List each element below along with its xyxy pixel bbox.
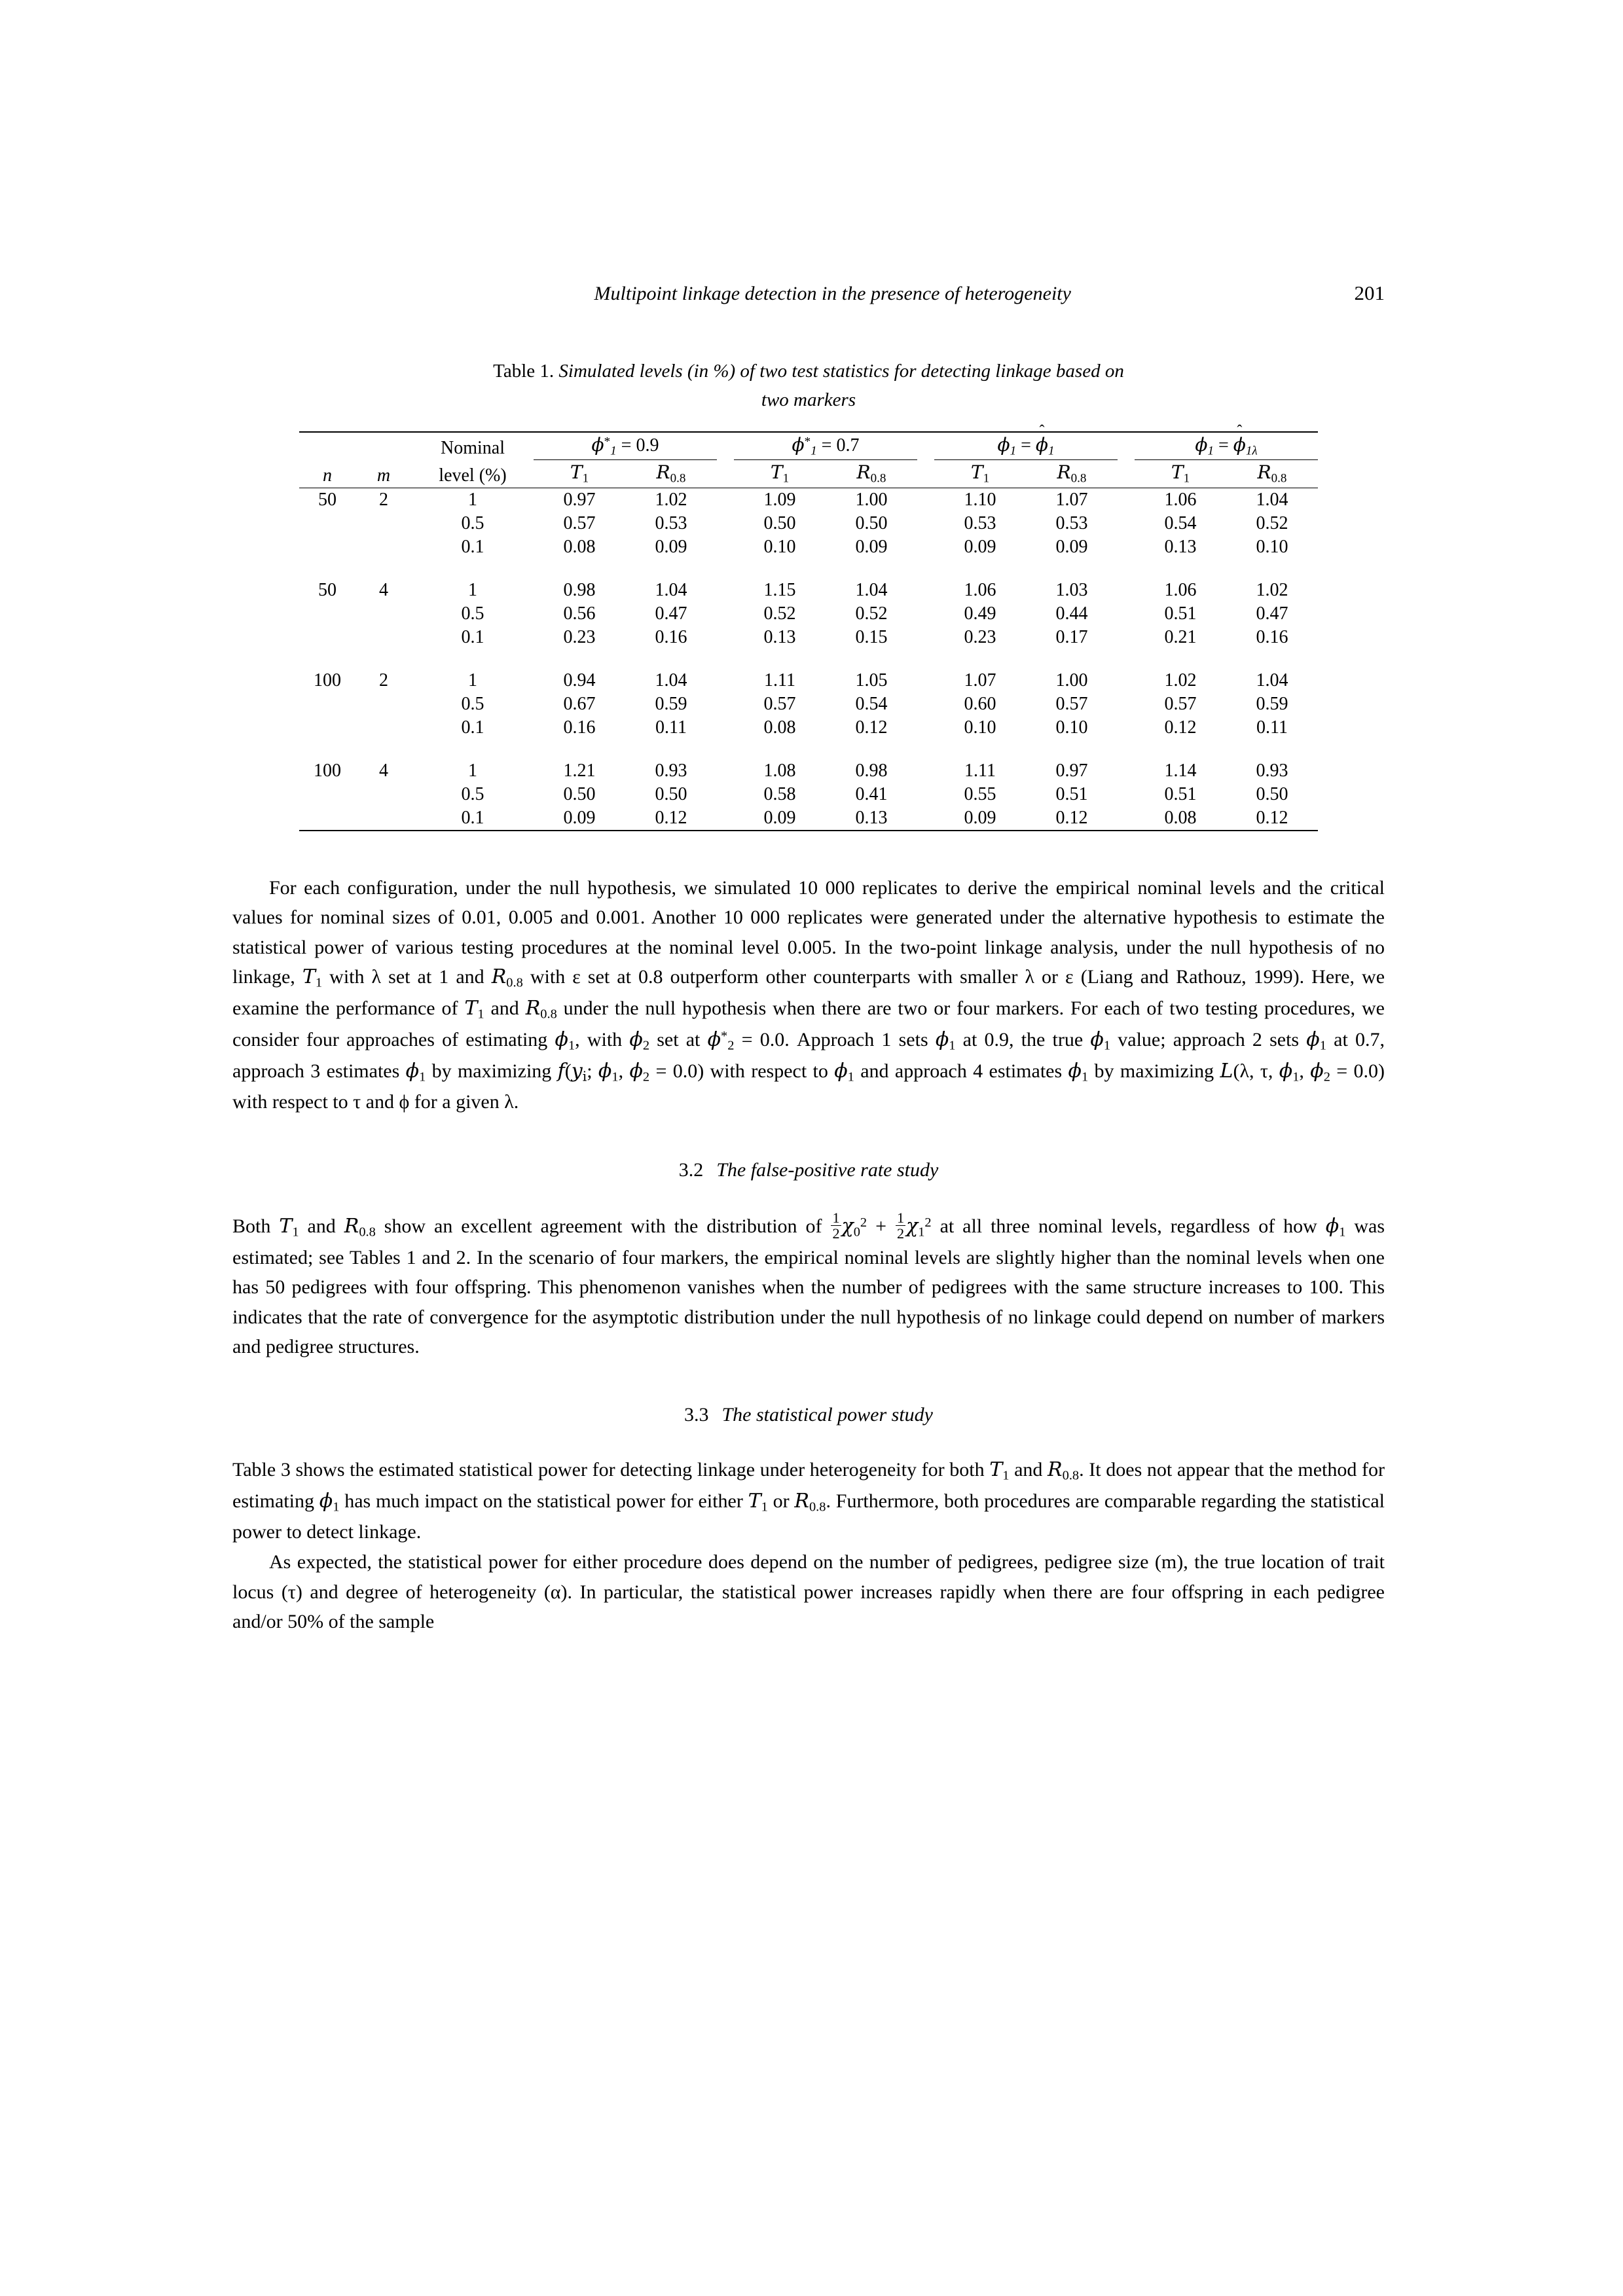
cell-value: 0.58 bbox=[763, 783, 796, 804]
cell-value: 0.21 bbox=[1164, 626, 1197, 647]
cell-n bbox=[299, 602, 356, 626]
simulated-levels-table bbox=[299, 431, 1318, 831]
page-content bbox=[232, 281, 1385, 1637]
cell-value: 0.98 bbox=[563, 579, 596, 600]
text-run: by maximizing bbox=[426, 1060, 558, 1082]
cell-value: 0.09 bbox=[964, 536, 996, 557]
col-header-level: level (%) bbox=[412, 460, 534, 488]
cell-n bbox=[299, 512, 356, 535]
fraction-one-half: $\frac{1}{2}$ bbox=[896, 1209, 905, 1242]
text-run: with ε set at 0.8 outperform other counterparts with smaller λ or ε (Liang and Rathouz, 1999). Here, we examine the performance of bbox=[232, 966, 1385, 1020]
text-run: under the null hypothesis when there are two or four markers. For each of two testing procedures, we consider four approaches of estimating bbox=[232, 997, 1385, 1050]
col-spacer bbox=[1118, 783, 1135, 806]
empty-cell bbox=[356, 432, 412, 460]
col-spacer bbox=[917, 602, 934, 626]
col-spacer bbox=[1118, 579, 1135, 602]
text-run: . Furthermore, both procedures are comparable regarding the statistical power to detect linkage. bbox=[232, 1490, 1385, 1543]
empty-cell bbox=[299, 432, 356, 460]
spacer bbox=[232, 1362, 1385, 1404]
cell-level: 0.1 bbox=[461, 626, 484, 647]
col-header-n: n bbox=[299, 460, 356, 488]
col-spacer bbox=[717, 783, 734, 806]
cell-value: 1.03 bbox=[1055, 579, 1088, 600]
col-spacer bbox=[1118, 512, 1135, 535]
cell-value: 0.15 bbox=[855, 626, 888, 647]
cell-value: 0.57 bbox=[1055, 693, 1088, 714]
cell-value: 0.10 bbox=[1055, 717, 1088, 738]
cell-level: 0.5 bbox=[461, 783, 484, 804]
cell-value: 0.52 bbox=[763, 603, 796, 624]
cell-value: 1.04 bbox=[855, 579, 888, 600]
cell-value: 1.02 bbox=[655, 489, 687, 510]
cell-value: 0.98 bbox=[855, 760, 888, 781]
group-header-3: $\phi_1$ = $\phi_1$ bbox=[934, 432, 1118, 460]
cell-value: 0.16 bbox=[563, 717, 596, 738]
text-run: with respect to bbox=[704, 1060, 835, 1082]
empty-cell bbox=[299, 559, 1318, 579]
cell-value: 0.56 bbox=[563, 603, 596, 624]
text-run: has much impact on the statistical power for either bbox=[339, 1490, 748, 1512]
col-spacer bbox=[917, 488, 934, 512]
col-spacer bbox=[917, 535, 934, 559]
col-spacer bbox=[917, 579, 934, 602]
group-header-4: $\phi_1$ = $\phi_{1\lambda}$ bbox=[1135, 432, 1318, 460]
stub-header-nominal: Nominal bbox=[412, 432, 534, 460]
cell-value: 0.12 bbox=[855, 717, 888, 738]
cell-level: 0.5 bbox=[461, 603, 484, 624]
col-spacer bbox=[717, 535, 734, 559]
text-run: Both bbox=[232, 1215, 280, 1237]
cell-value: 0.52 bbox=[1256, 512, 1288, 533]
cell-value: 0.23 bbox=[563, 626, 596, 647]
col-spacer bbox=[917, 716, 934, 740]
text-run: , with bbox=[575, 1028, 630, 1050]
col-spacer bbox=[1118, 535, 1135, 559]
text-run: and approach 4 estimates bbox=[854, 1060, 1068, 1082]
col-spacer bbox=[717, 579, 734, 602]
text-run: with respect to τ and ϕ for a given λ. bbox=[232, 1091, 519, 1113]
text-run: = 0.0. Approach 1 sets bbox=[734, 1028, 936, 1050]
cell-value: 0.50 bbox=[563, 783, 596, 804]
table-row bbox=[299, 512, 1318, 535]
cell-n bbox=[299, 626, 356, 649]
cell-value: 1.00 bbox=[1055, 670, 1088, 691]
col-spacer bbox=[1118, 626, 1135, 649]
text-run: at 0.9, the true bbox=[955, 1028, 1091, 1050]
table-caption-line1: Simulated levels (in %) of two test statistics for detecting linkage based on bbox=[558, 361, 1124, 382]
table-caption bbox=[354, 357, 1264, 414]
cell-value: 1.10 bbox=[964, 489, 996, 510]
col-header-r08-g2: $R_{0.8}$ bbox=[826, 460, 917, 488]
cell-value: 0.16 bbox=[655, 626, 687, 647]
cell-value: 0.53 bbox=[655, 512, 687, 533]
col-spacer bbox=[917, 432, 934, 460]
text-run: and bbox=[484, 997, 526, 1020]
cell-value: 1.15 bbox=[763, 579, 796, 600]
table-group-gap bbox=[299, 559, 1318, 579]
spacer bbox=[232, 1117, 1385, 1159]
cell-value: 0.93 bbox=[1256, 760, 1288, 781]
cell-value: 0.13 bbox=[1164, 536, 1197, 557]
cell-value: 0.47 bbox=[1256, 603, 1288, 624]
paragraph-power-dependence bbox=[232, 1547, 1385, 1637]
text-run: and bbox=[1009, 1459, 1048, 1480]
text-run: and bbox=[299, 1215, 344, 1237]
col-header-r08-g4: $R_{0.8}$ bbox=[1226, 460, 1318, 488]
cell-value: 0.54 bbox=[855, 693, 888, 714]
cell-n bbox=[299, 535, 356, 559]
cell-n bbox=[299, 806, 356, 831]
col-header-r08-g1: $R_{0.8}$ bbox=[625, 460, 717, 488]
cell-m bbox=[356, 535, 412, 559]
col-spacer bbox=[717, 488, 734, 512]
col-spacer bbox=[1118, 759, 1135, 783]
cell-value: 1.07 bbox=[964, 670, 996, 691]
section-heading-3-3 bbox=[232, 1404, 1385, 1426]
text-run: show an excellent agreement with the distribution of bbox=[375, 1215, 831, 1237]
text-run: at 0.7, approach 3 estimates bbox=[232, 1028, 1385, 1082]
table-column-header-row bbox=[299, 460, 1318, 488]
col-spacer bbox=[717, 716, 734, 740]
cell-value: 0.09 bbox=[855, 536, 888, 557]
col-spacer bbox=[717, 759, 734, 783]
spacer bbox=[232, 831, 1385, 873]
cell-value: 1.07 bbox=[1055, 489, 1088, 510]
cell-level: 0.5 bbox=[461, 512, 484, 533]
col-spacer bbox=[717, 692, 734, 716]
col-spacer bbox=[1118, 460, 1135, 488]
cell-level: 1 bbox=[468, 670, 477, 691]
cell-value: 0.12 bbox=[1226, 806, 1318, 831]
table-row bbox=[299, 602, 1318, 626]
table-group-gap bbox=[299, 740, 1318, 759]
cell-value: 0.51 bbox=[1055, 783, 1088, 804]
cell-value: 1.02 bbox=[1164, 670, 1197, 691]
text-run: As expected, the statistical power for either procedure does depend on the number of pedigrees, pedigree size (m), the true location of trait locus (τ) and degree of heterogeneity (α). In particular, the statistical power increases rapidly when there are four offspring in each pedigree and/or 50% of the sample bbox=[232, 1551, 1385, 1633]
cell-n: 50 bbox=[318, 489, 337, 510]
col-spacer bbox=[917, 626, 934, 649]
cell-value: 0.51 bbox=[1164, 783, 1197, 804]
cell-value: 0.23 bbox=[964, 626, 996, 647]
paragraph-false-positive: Both $T_1$ and $R_{0.8}$ show an excellent agreement with the distribution of $\frac{1}{2}$ $\chi_0^2$ + $\frac{1}{2}$ $\chi_1^2$ at all three nominal levels, regardless of how $\phi_1$ was estimated; see Tables 1 and 2. In the scenario of four markers, the empirical nominal levels are slightly higher than the nominal levels when one has 50 pedigrees with four offspring. This phenomenon vanishes when the number of pedigrees with the same structure increases to 100. This indicates that the rate of convergence for the asymptotic distribution under the null hypothesis of no linkage could depend on number of markers and pedigree structures. bbox=[232, 1209, 1385, 1358]
group-header-2: $\phi^*_1 = 0.7$ bbox=[734, 432, 917, 460]
cell-m: 2 bbox=[379, 489, 388, 510]
cell-value: 0.53 bbox=[1055, 512, 1088, 533]
col-spacer bbox=[1118, 488, 1135, 512]
text-run: or bbox=[767, 1490, 795, 1512]
table-row bbox=[299, 716, 1318, 740]
cell-n: 50 bbox=[318, 579, 337, 600]
cell-n: 100 bbox=[314, 670, 341, 691]
col-spacer bbox=[717, 512, 734, 535]
cell-n bbox=[299, 783, 356, 806]
cell-value: 0.10 bbox=[964, 717, 996, 738]
cell-value: 0.12 bbox=[1164, 717, 1197, 738]
cell-value: 0.13 bbox=[763, 626, 796, 647]
cell-m: 4 bbox=[379, 760, 388, 781]
text-run: For each configuration, under the null hypothesis, we simulated 10 000 replicates to derive the empirical nominal levels and the critical values for nominal sizes of 0.01, 0.005 and 0.001. Another 10 000 replicates were generated under the alternative hypothesis to estimate the statistical power of various testing procedures at the nominal level 0.005. In the two-point linkage analysis, under the null hypothesis of no linkage, bbox=[232, 876, 1385, 988]
cell-value: 1.11 bbox=[964, 760, 996, 781]
col-spacer bbox=[1118, 692, 1135, 716]
empty-cell bbox=[299, 649, 1318, 669]
cell-value: 0.41 bbox=[855, 783, 888, 804]
cell-value: 1.06 bbox=[964, 579, 996, 600]
table-data-rows bbox=[299, 488, 1318, 831]
cell-value: 0.11 bbox=[1256, 717, 1288, 738]
cell-value: 0.59 bbox=[655, 693, 687, 714]
table-row bbox=[299, 669, 1318, 692]
paragraph-simulation-setup: For each configuration, under the null hypothesis, we simulated 10 000 replicates to derive the empirical nominal levels and the critical values for nominal sizes of 0.01, 0.005 and 0.001. Another 10 000 replicates were generated under the alternative hypothesis to estimate the statistical power of various testing procedures at the nominal level 0.005. In the two-point linkage analysis, under the null hypothesis of no linkage, $T_1$ with λ set at 1 and $R_{0.8}$ with ε set at 0.8 outperform other counterparts with smaller λ or ε (Liang and Rathouz, 1999). Here, we examine the performance of $T_1$ and $R_{0.8}$ under the null hypothesis when there are two or four markers. For each of two testing procedures, we consider four approaches of estimating $\phi_1$, with $\phi_2$ set at $\phi^*_2 = 0.0$. Approach 1 sets $\phi_1$ at 0.9, the true $\phi_1$ value; approach 2 sets $\phi_1$ at 0.7, approach 3 estimates $\phi_1$ by maximizing $f(y_i$; $\phi_1$, $\phi_2 = 0.0$) with respect to $\phi_1$ and approach 4 estimates $\phi_1$ by maximizing L(λ, τ, $\phi_1$, $\phi_2 = 0.0$) with respect to τ and ϕ for a given λ. bbox=[232, 876, 1385, 1113]
cell-value: 0.57 bbox=[763, 693, 796, 714]
text-run: . It does not appear that the method for estimating bbox=[232, 1459, 1385, 1512]
table-caption-label: Table 1. bbox=[493, 361, 555, 382]
col-spacer bbox=[717, 806, 734, 831]
running-head-title: Multipoint linkage detection in the presence of heterogeneity bbox=[594, 283, 1071, 304]
cell-m bbox=[356, 716, 412, 740]
table-row bbox=[299, 488, 1318, 512]
col-spacer bbox=[917, 759, 934, 783]
col-spacer bbox=[1118, 602, 1135, 626]
cell-value: 0.59 bbox=[1256, 693, 1288, 714]
col-spacer bbox=[1118, 806, 1135, 831]
cell-value: 0.55 bbox=[964, 783, 996, 804]
col-spacer bbox=[1118, 669, 1135, 692]
col-spacer bbox=[717, 669, 734, 692]
spacer bbox=[232, 1426, 1385, 1455]
page-number: 201 bbox=[1354, 281, 1385, 304]
cell-value: 0.93 bbox=[655, 760, 687, 781]
cell-value: 1.06 bbox=[1164, 489, 1197, 510]
cell-m bbox=[356, 602, 412, 626]
table-row bbox=[299, 535, 1318, 559]
cell-value: 0.60 bbox=[964, 693, 996, 714]
table-row bbox=[299, 806, 1318, 831]
cell-value: 1.04 bbox=[1256, 489, 1288, 510]
table-group-gap bbox=[299, 649, 1318, 669]
cell-value: 1.14 bbox=[1164, 760, 1197, 781]
table-row bbox=[299, 579, 1318, 602]
table-row bbox=[299, 692, 1318, 716]
table-row bbox=[299, 783, 1318, 806]
col-spacer bbox=[917, 512, 934, 535]
cell-value: 0.09 bbox=[734, 806, 826, 831]
table-body bbox=[299, 432, 1318, 488]
spacer bbox=[232, 1181, 1385, 1210]
col-spacer bbox=[717, 602, 734, 626]
paragraph-power-study: Table 3 shows the estimated statistical power for detecting linkage under heterogeneity for both $T_1$ and $R_{0.8}$. It does not appear that the method for estimating $\phi_1$ has much impact on the statistical power for either $T_1$ or $R_{0.8}$. Furthermore, both procedures are comparable regarding the statistical power to detect linkage. bbox=[232, 1458, 1385, 1543]
cell-value: 0.50 bbox=[1256, 783, 1288, 804]
col-header-t1-g2: $T_1$ bbox=[734, 460, 826, 488]
col-header-t1-g4: $T_1$ bbox=[1135, 460, 1226, 488]
cell-value: 0.09 bbox=[934, 806, 1026, 831]
cell-n bbox=[299, 716, 356, 740]
cell-value: 0.13 bbox=[826, 806, 917, 831]
group-header-1: $\phi^*_1 = 0.9$ bbox=[534, 432, 717, 460]
table-caption-line2: two markers bbox=[761, 389, 856, 410]
col-spacer bbox=[717, 460, 734, 488]
cell-value: 0.08 bbox=[563, 536, 596, 557]
section-heading-3-2 bbox=[232, 1159, 1385, 1181]
col-spacer bbox=[917, 783, 934, 806]
section-name: The statistical power study bbox=[721, 1404, 933, 1426]
cell-level: 0.1 bbox=[412, 806, 534, 831]
cell-value: 0.53 bbox=[964, 512, 996, 533]
col-spacer bbox=[917, 692, 934, 716]
cell-m bbox=[356, 783, 412, 806]
cell-value: 1.08 bbox=[763, 760, 796, 781]
cell-value: 1.05 bbox=[855, 670, 888, 691]
cell-value: 0.08 bbox=[763, 717, 796, 738]
cell-n: 100 bbox=[314, 760, 341, 781]
cell-value: 1.00 bbox=[855, 489, 888, 510]
cell-value: 0.50 bbox=[763, 512, 796, 533]
cell-n bbox=[299, 692, 356, 716]
fraction-one-half: $\frac{1}{2}$ bbox=[832, 1209, 840, 1242]
cell-value: 1.04 bbox=[1256, 670, 1288, 691]
col-spacer bbox=[717, 432, 734, 460]
col-spacer bbox=[917, 806, 934, 831]
col-header-t1-g3: $T_1$ bbox=[934, 460, 1026, 488]
cell-value: 0.47 bbox=[655, 603, 687, 624]
cell-value: 0.11 bbox=[655, 717, 687, 738]
text-run: Table 3 shows the estimated statistical power for detecting linkage under heterogeneity for both bbox=[232, 1459, 990, 1480]
table-row bbox=[299, 759, 1318, 783]
cell-value: 1.21 bbox=[563, 760, 596, 781]
cell-m bbox=[356, 806, 412, 831]
cell-value: 1.09 bbox=[763, 489, 796, 510]
cell-value: 0.09 bbox=[655, 536, 687, 557]
cell-value: 0.50 bbox=[655, 783, 687, 804]
cell-value: 0.17 bbox=[1055, 626, 1088, 647]
cell-value: 0.16 bbox=[1256, 626, 1288, 647]
table-row bbox=[299, 626, 1318, 649]
text-run: value; approach 2 sets bbox=[1110, 1028, 1307, 1050]
cell-level: 1 bbox=[468, 760, 477, 781]
col-header-t1-g1: $T_1$ bbox=[534, 460, 625, 488]
cell-value: 0.94 bbox=[563, 670, 596, 691]
cell-value: 0.09 bbox=[534, 806, 625, 831]
cell-level: 0.5 bbox=[461, 693, 484, 714]
cell-value: 0.12 bbox=[1026, 806, 1118, 831]
cell-value: 0.44 bbox=[1055, 603, 1088, 624]
running-head bbox=[232, 281, 1385, 305]
cell-level: 1 bbox=[468, 489, 477, 510]
cell-m bbox=[356, 626, 412, 649]
cell-value: 1.06 bbox=[1164, 579, 1197, 600]
cell-value: 0.57 bbox=[1164, 693, 1197, 714]
cell-value: 0.09 bbox=[1055, 536, 1088, 557]
col-spacer bbox=[1118, 432, 1135, 460]
cell-value: 0.10 bbox=[763, 536, 796, 557]
cell-value: 0.51 bbox=[1164, 603, 1197, 624]
text-run: with λ set at 1 and bbox=[322, 966, 492, 988]
cell-level: 0.1 bbox=[461, 536, 484, 557]
cell-value: 0.52 bbox=[855, 603, 888, 624]
cell-value: 0.57 bbox=[563, 512, 596, 533]
cell-level: 0.1 bbox=[461, 717, 484, 738]
col-spacer bbox=[917, 669, 934, 692]
col-spacer bbox=[717, 626, 734, 649]
text-run: by maximizing bbox=[1088, 1060, 1220, 1082]
cell-m: 4 bbox=[379, 579, 388, 600]
cell-value: 0.08 bbox=[1135, 806, 1226, 831]
text-run: set at bbox=[649, 1028, 708, 1050]
text-run: was estimated; see Tables 1 and 2. In the scenario of four markers, the empirical nominal levels are slightly higher than the nominal levels when one has 50 pedigrees with four offspring. This phenomenon vanishes when the number of pedigrees with the same structure increases to 100. This indicates that the rate of convergence for the asymptotic distribution under the null hypothesis of no linkage could depend on number of markers and pedigree structures. bbox=[232, 1215, 1385, 1358]
cell-value: 1.11 bbox=[764, 670, 795, 691]
section-number: 3.3 bbox=[684, 1404, 709, 1426]
cell-value: 0.49 bbox=[964, 603, 996, 624]
cell-value: 0.97 bbox=[563, 489, 596, 510]
cell-value: 0.50 bbox=[855, 512, 888, 533]
table-group-header-row bbox=[299, 432, 1318, 460]
cell-m: 2 bbox=[379, 670, 388, 691]
col-header-r08-g3: $R_{0.8}$ bbox=[1026, 460, 1118, 488]
cell-value: 1.04 bbox=[655, 670, 687, 691]
cell-value: 0.54 bbox=[1164, 512, 1197, 533]
cell-value: 1.04 bbox=[655, 579, 687, 600]
col-spacer bbox=[917, 460, 934, 488]
col-header-m: m bbox=[356, 460, 412, 488]
cell-m bbox=[356, 692, 412, 716]
cell-value: 0.67 bbox=[563, 693, 596, 714]
cell-value: 0.97 bbox=[1055, 760, 1088, 781]
section-number: 3.2 bbox=[678, 1158, 704, 1181]
text-run: at all three nominal levels, regardless of how bbox=[931, 1215, 1326, 1237]
cell-value: 1.02 bbox=[1256, 579, 1288, 600]
cell-value: 0.12 bbox=[625, 806, 717, 831]
cell-value: 0.10 bbox=[1256, 536, 1288, 557]
section-name: The false-positive rate study bbox=[716, 1158, 939, 1181]
cell-m bbox=[356, 512, 412, 535]
cell-level: 1 bbox=[468, 579, 477, 600]
empty-cell bbox=[299, 740, 1318, 759]
col-spacer bbox=[1118, 716, 1135, 740]
